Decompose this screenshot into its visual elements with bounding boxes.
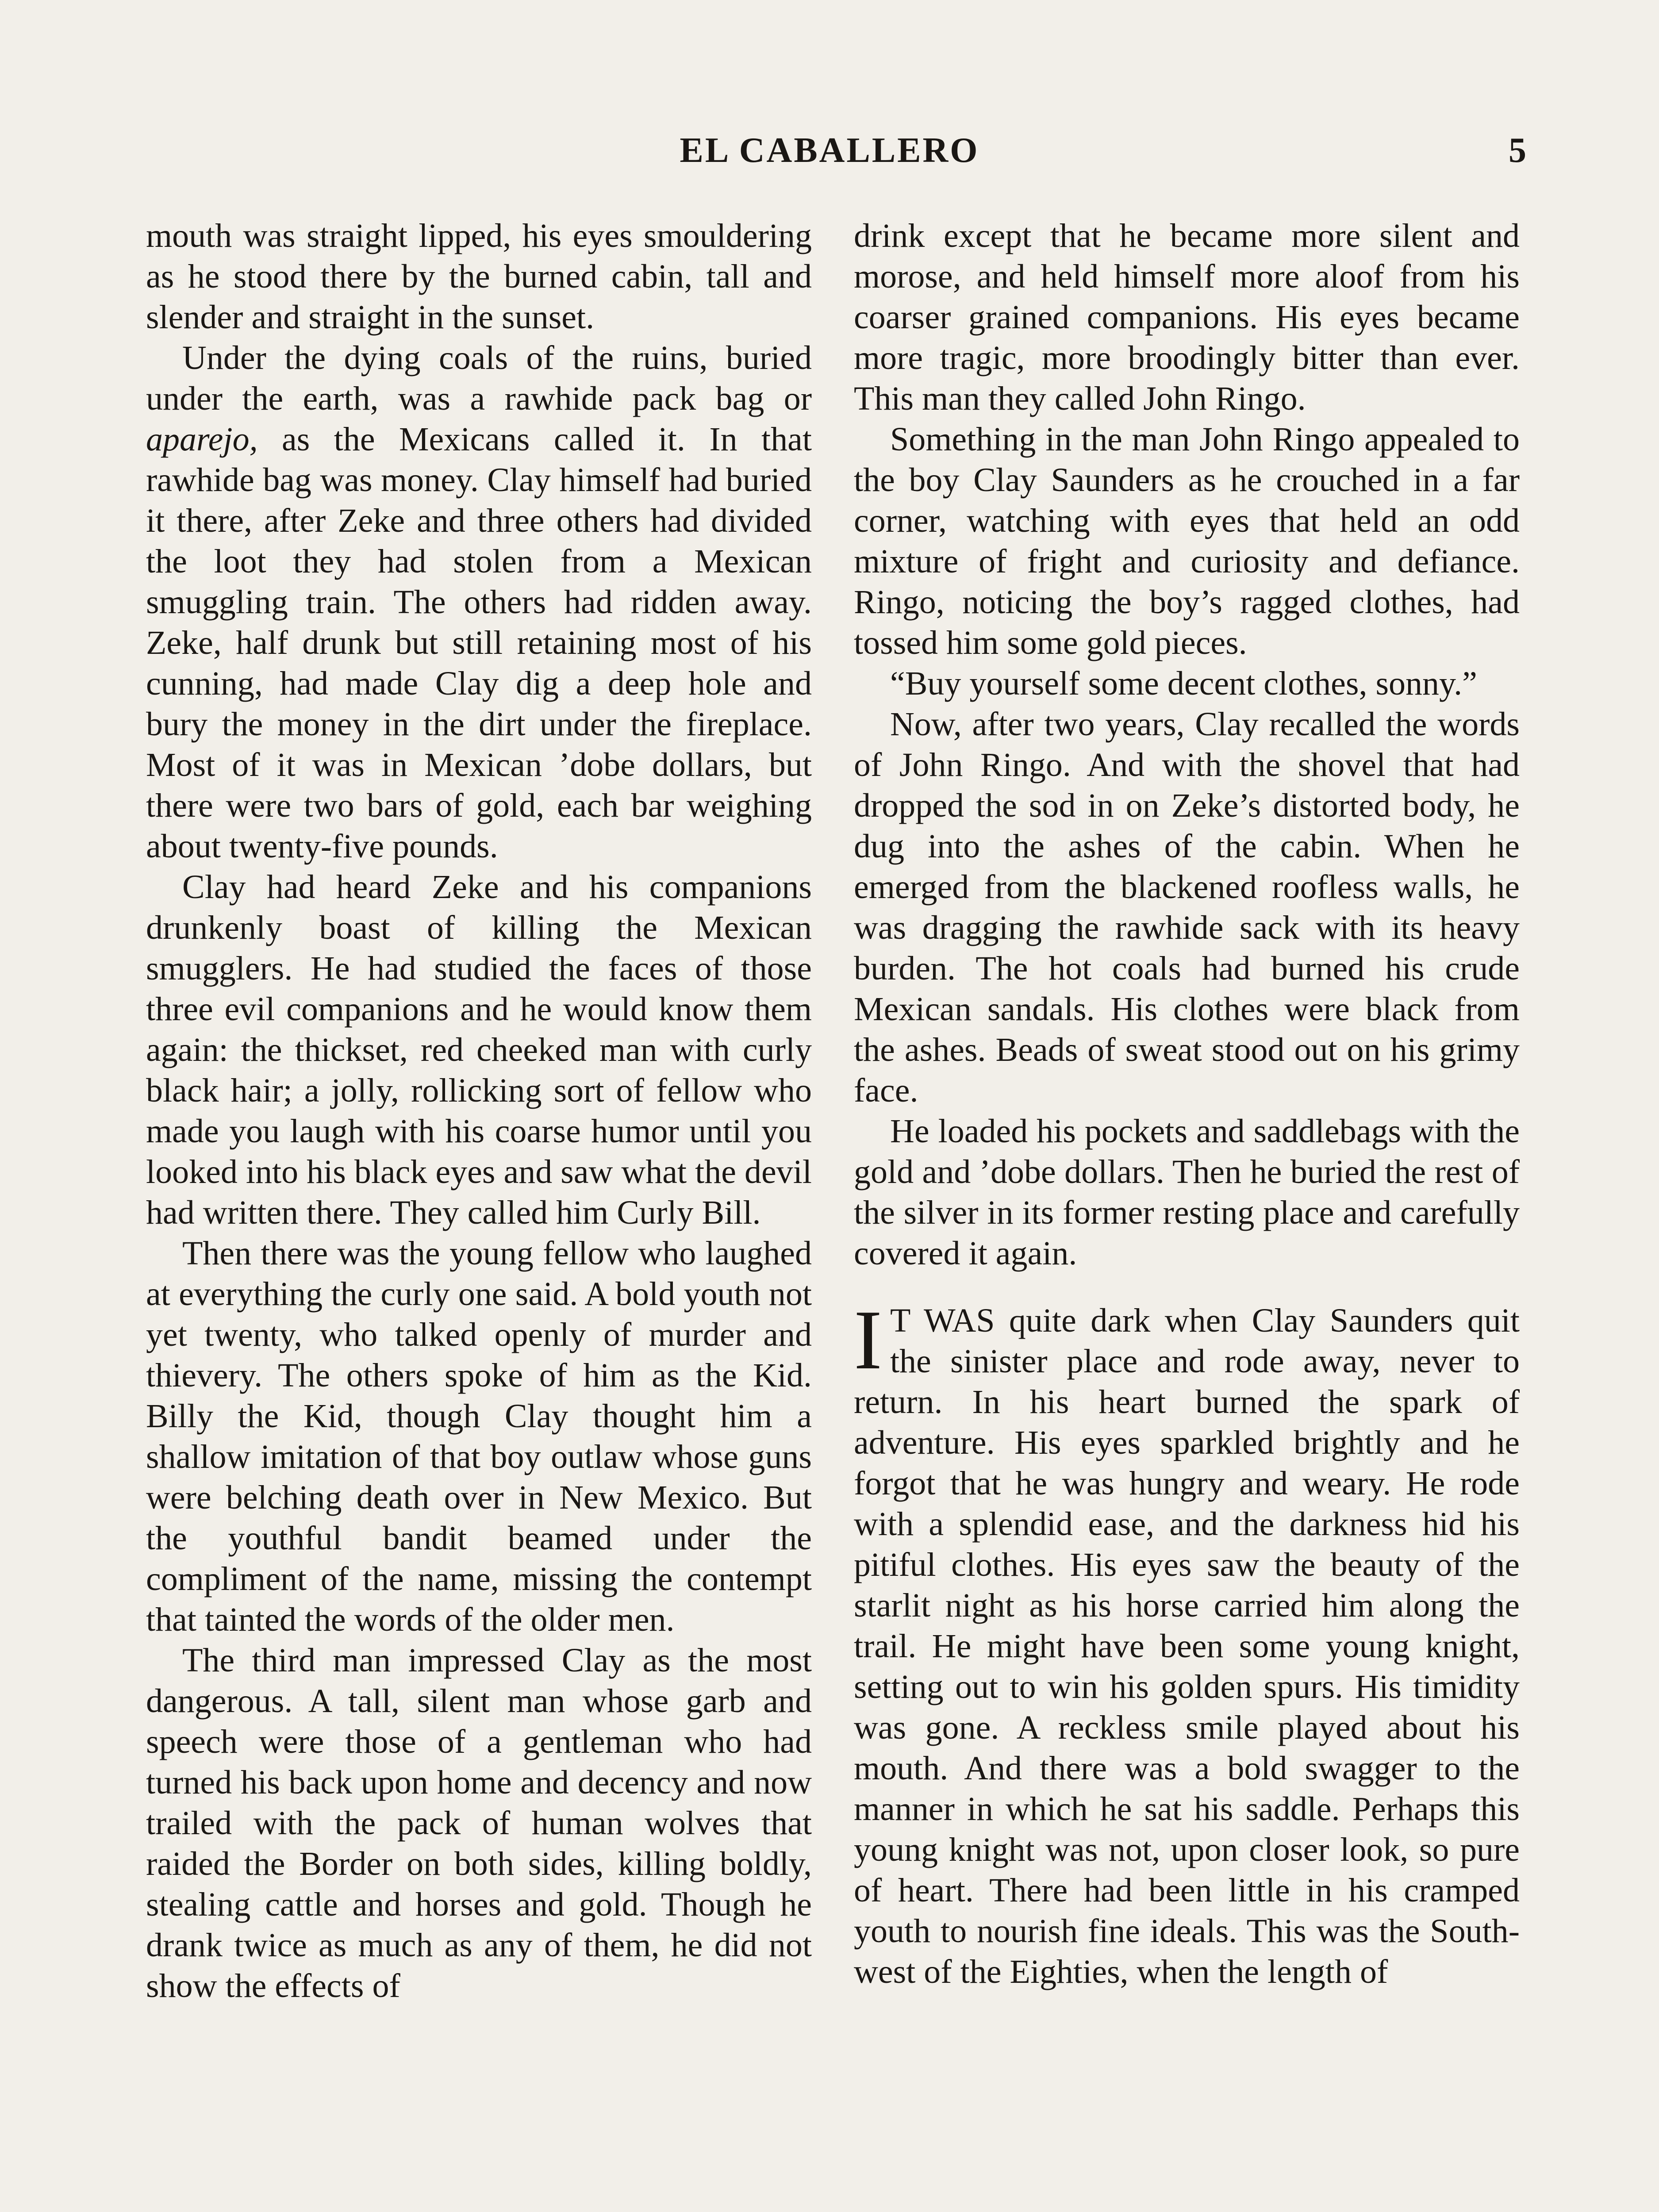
paragraph: drink except that he became more silent and morose, and held himself more aloof from his coarser grained companions. His eyes became more tragic, more broodingly bitter than ever. This man they called John Ringo. (854, 217, 1520, 417)
paragraph-text: as the Mexicans called it. In that rawhide bag was money. Clay himself had buried it there, after Zeke and three others had divided the loot they had stolen from a Mexican smuggling train. The others had ridden away. Zeke, half drunk but still retaining most of his cunning, had made Clay dig a deep hole and bury the money in the dirt under the fireplace. Most of it was in Mexican ’dobe dollars, but there were two bars of gold, each bar weighing about twenty-five pounds. (146, 421, 812, 865)
paragraph: He loaded his pockets and saddlebags with the gold and ’dobe dollars. Then he buried the rest of the silver in its former resting place and carefully covered it again. (854, 1113, 1520, 1272)
section-opening-paragraph (854, 1293, 1520, 1992)
paragraph: “Buy yourself some decent clothes, sonny.” (890, 665, 1477, 702)
page-number: 5 (1509, 131, 1526, 170)
running-head (0, 128, 1659, 177)
paragraph: Something in the man John Ringo appealed to the boy Clay Saunders as he crouched in a far corner, watching with eyes that held an odd mixture of fright and curiosity and defiance. Ringo, noticing the boy’s ragged clothes, had tossed him some gold pieces. (854, 421, 1520, 661)
paragraph: Now, after two years, Clay recalled the words of John Ringo. And with the shovel that had dropped the sod in on Zeke’s distorted body, he dug into the ashes of the cabin. When he emerged from the blackened roofless walls, he was dragging the rawhide sack with its heavy burden. The hot coals had burned his crude Mexican sandals. His clothes were black from the ashes. Beads of sweat stood out on his grimy face. (854, 706, 1520, 1109)
page-title: EL CABALLERO (680, 131, 979, 170)
right-column (854, 215, 1520, 1992)
paragraph-text: T WAS quite dark when Clay Saunders quit the sinister place and rode away, never to return. In his heart burned the spark of adventure. His eyes sparkled brightly and he forgot that he was hungry and weary. He rode with a splendid ease, and the darkness hid his pitiful clothes. His eyes saw the beauty of the starlit night as his horse carried him along the trail. He might have been some young knight, setting out to win his golden spurs. His timidity was gone. A reckless smile played about his mouth. And there was a bold swagger to the manner in which he sat his saddle. Perhaps this young knight was not, upon closer look, so pure of heart. There had been little in his cramped youth to nourish fine ideals. This was the Southwest of the Eighties, when the length of (854, 1302, 1520, 1990)
paragraph: mouth was straight lipped, his eyes smouldering as he stood there by the burned cabin, tall and slender and straight in the sunset. (146, 217, 812, 336)
left-column (146, 215, 812, 2006)
paragraph: Clay had heard Zeke and his companions drunkenly boast of killing the Mexican smugglers. He had studied the faces of those three evil companions and he would know them again: the thickset, red cheeked man with curly black hair; a jolly, rollicking sort of fellow who made you laugh with his coarse humor until you looked into his black eyes and saw what the devil had written there. They called him Curly Bill. (146, 868, 812, 1231)
paragraph: Then there was the young fellow who laughed at everything the curly one said. A bold youth not yet twenty, who talked openly of murder and thievery. The others spoke of him as the Kid. Billy the Kid, though Clay thought him a shallow imitation of that boy outlaw whose guns were belching death over in New Mexico. But the youthful bandit beamed under the compliment of the name, missing the contempt that tainted the words of the older men. (146, 1235, 812, 1638)
italic-word: aparejo, (146, 421, 258, 458)
paragraph-text: Under the dying coals of the ruins, buried under the earth, was a rawhide pack bag or (146, 339, 812, 417)
drop-cap: I (854, 1293, 882, 1387)
paragraph (146, 338, 812, 867)
paragraph: The third man impressed Clay as the most dangerous. A tall, silent man whose garb and speech were those of a gentleman who had turned his back upon home and decency and now trailed with the pack of human wolves that raided the Border on both sides, killing boldly, stealing cattle and horses and gold. Though he drank twice as much as any of them, he did not show the effects of (146, 1642, 812, 2005)
